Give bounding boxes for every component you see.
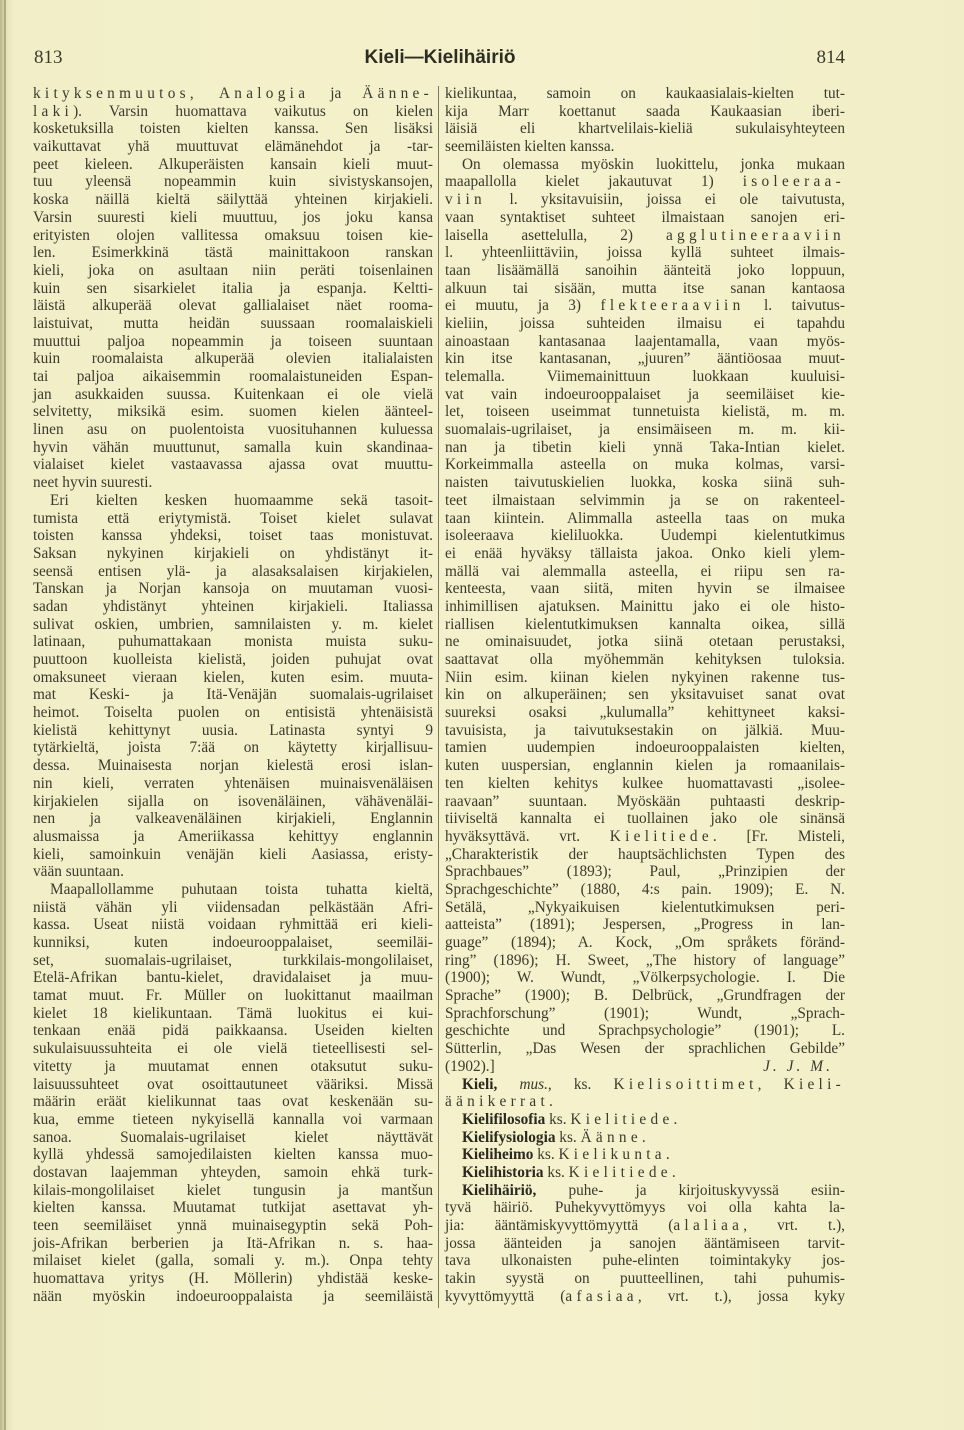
spaced-emphasis: alaliaa	[673, 1217, 744, 1234]
text-line: Korkeimmalla asteella on muka kolmas, varsi-	[445, 456, 845, 474]
text-line: kassa. Useat niistä voidaan ryhmittää eri kieli-	[33, 916, 433, 934]
text-line: nen ja valkeavenäläinen kirjakieli, Englannin	[33, 810, 433, 828]
text-line	[445, 1129, 845, 1147]
text-line: kin on alkuperäinen; sen yksitavuiset sanat ovat	[445, 686, 845, 704]
text-line	[445, 297, 845, 315]
text-segment: puhe- ja kirjoituskyvyssä esiin-	[536, 1181, 845, 1199]
text-line: koska näillä kieltä säilyttää yhteinen kirjakieli.	[33, 191, 433, 209]
page-binding-edge	[4, 0, 6, 1430]
spaced-emphasis: äänikerrat	[445, 1093, 549, 1111]
text-line: isoleeraava kieliluokka. Uudempi kielentutkimus	[445, 527, 845, 545]
text-line: suureksi osaksi „kulumalla” kehittyneet kaksi-	[445, 704, 845, 722]
spaced-emphasis: viin	[445, 191, 486, 209]
spaced-emphasis: Kieli-	[783, 1075, 845, 1093]
text-segment: , vrt. t.),	[743, 1217, 845, 1234]
text-line: puuttoon kuolleista kielistä, joiden puhujat ovat	[33, 651, 433, 668]
text-line: jan asukkaiden suussa. Kuitenkaan ei ole vielä	[33, 385, 433, 403]
text-line: kielistä kehittynyt uusia. Latinasta syntyi 9	[33, 721, 433, 739]
text-line	[445, 828, 845, 846]
italic-abbreviation: mus.	[519, 1075, 548, 1093]
text-line: l. yhteenliittäviin, joissa kyllä suhteet ilmais-	[445, 244, 845, 262]
text-segment: l. yksitavuisiin, joissa ei ole taivutusta,	[485, 191, 845, 209]
text-segment: jia: ääntämiskyvyttömyyttä (	[445, 1217, 674, 1234]
text-line: vitetty ja muutamat ennen otaksutut suku-	[33, 1057, 433, 1075]
page-number-right: 814	[816, 47, 845, 68]
text-line	[445, 191, 845, 209]
text-line: kyllä yhdessä samojedilaisten kielten kanssa muo-	[33, 1146, 433, 1164]
text-line: alkuun tai sisään, mutta itse sanan kantaosa	[445, 279, 845, 297]
text-line: omaksuneet vieraan kielen, kuten esim. muuta-	[33, 668, 433, 686]
text-line: määrin eräät kielikunnat taas ovat keskenään su-	[33, 1093, 433, 1111]
text-line	[445, 1111, 845, 1129]
entry-headword: Kielihistoria	[462, 1163, 544, 1181]
text-line: tamien uudempien indoeurooppalaisten kielten,	[445, 739, 845, 757]
text-line: kielet 18 kielikuntaan. Tämä luokitus ei kui-	[33, 1004, 433, 1022]
text-line: let, toiseen useimmat tunnetuista kielistä, m. m.	[445, 403, 845, 421]
text-segment: ks.	[533, 1146, 559, 1164]
text-line: takin syystä on puutteellinen, tahi puhumis-	[445, 1270, 845, 1288]
text-line	[445, 1146, 845, 1164]
text-line: tumista että eriytymistä. Toiset kielet sulavat	[33, 509, 433, 527]
text-segment: ks.	[555, 1128, 581, 1146]
text-line	[445, 1288, 845, 1306]
text-line: muuttui paljoa nopeammin ja toiseen suuntaan	[33, 332, 433, 350]
text-line: hyvin vähän muuttunut, samalla kuin skandinaa-	[33, 438, 433, 456]
text-line: vaikuttavat yhä muuttuvat elämänehdot ja -tar-	[33, 138, 433, 156]
text-line: kenteesta, vaan siitä, miten hyvin se ilmaisee	[445, 580, 845, 598]
text-line: sukulaisuussuhteita ei ole vielä tieteellisesti sel-	[33, 1040, 433, 1058]
text-segment: ja	[309, 85, 363, 102]
text-line	[445, 1164, 845, 1182]
spaced-emphasis: Analogia	[218, 85, 310, 102]
text-line: erityisten olojen vallitessa omaksuu toisen kie-	[33, 226, 433, 244]
text-line: läistä alkuperää olevat gallialaiset näet rooma-	[33, 297, 433, 315]
text-line: latinaan, puhumattakaan monista muista suku-	[33, 633, 433, 651]
text-line	[445, 1093, 845, 1111]
text-line: kirjakielen sijalla on isovenäläinen, vähävenäläi-	[33, 792, 433, 810]
text-line: tava ulkonaisten puhe-elinten toimintakyky jos-	[445, 1252, 845, 1270]
text-segment: Eri kielten kesken huomaamme sekä tasoit-	[50, 491, 433, 509]
text-segment: vään suuntaan.	[33, 863, 124, 881]
text-segment: (1902).]	[445, 1057, 495, 1075]
text-line: len. Esimerkkinä tästä mainittakoon ranskan	[33, 244, 433, 262]
text-line: tiiviseltä kannalta ei tuollainen jako ole sinänsä	[445, 810, 845, 828]
text-line: kin itse kantasanan, „juuren” ääntiöosaa muut-	[445, 350, 845, 368]
text-segment	[497, 1076, 519, 1093]
text-line: saattavat olla myöhemmän kehityksen tuloksia.	[445, 651, 845, 668]
text-segment	[198, 85, 219, 102]
text-line: sanoa. Suomalais-ugrilaiset kielet näyttävät	[33, 1128, 433, 1146]
text-line: ei enää hyväksy tällaista jakoa. Onko kieli ylem-	[445, 544, 845, 562]
text-line: set, suomalais-ugrilaiset, turkkilais-mongolilaiset,	[33, 951, 433, 969]
text-segment: ,	[757, 1075, 784, 1093]
spaced-emphasis: isoleeraa-	[742, 173, 845, 191]
text-line: Tanskan ja Norjan kansoja on muutaman vuosi-	[33, 580, 433, 598]
text-line: kua, emme tieteen nykyisellä kannalla voi varmaan	[33, 1110, 433, 1128]
text-line	[445, 227, 845, 245]
text-line: ring” (1896); H. Sweet, „The history of language”	[445, 951, 845, 969]
text-line: jossa äänteiden ja sanojen ääntämiseen tarvit-	[445, 1234, 845, 1252]
text-line: kuin roomalaista alkuperää olevien italialaisten	[33, 350, 433, 368]
text-line: kuin sen sisarkielet italia ja espanja. Keltti-	[33, 279, 433, 297]
text-segment: ). Varsin huomattava vaikutus on kielen	[73, 102, 433, 120]
text-line: seensä entisen ylä- ja alasaksalaisen kirjakielen,	[33, 562, 433, 580]
text-line: Etelä-Afrikan bantu-kielet, dravidalaiset ja muu-	[33, 969, 433, 987]
text-line: Sprachbaues” (1893); Paul, „Prinzipien der	[445, 863, 845, 881]
spaced-emphasis: Kielitiede	[609, 827, 713, 845]
spaced-emphasis: Kielitiede	[570, 1110, 674, 1128]
text-line	[33, 474, 433, 492]
text-line: kieli, joka on asultaan niin peräti toisenlainen	[33, 261, 433, 279]
text-line: suomalais-ugrilaiset, ja ensimäiseen m. m. kii-	[445, 421, 845, 439]
text-line: milaiset kielet (galla, somali y. m.). Onpa tehty	[33, 1252, 433, 1270]
text-line: jois-Afrikan berberien ja Itä-Afrikan n. s. haa-	[33, 1234, 433, 1252]
text-line	[33, 492, 433, 510]
text-line: Saksan nykyinen kirjakieli on yhdistänyt it-	[33, 544, 433, 562]
text-line: vat vain indoeurooppalaiset ja seemiläiset kie-	[445, 385, 845, 403]
text-line	[445, 173, 845, 191]
text-line: kieli, samoinkuin venäjän kieli Aasiassa, eristy-	[33, 845, 433, 863]
text-line: kilais-mongolilaiset kielet tungusin ja mantšun	[33, 1181, 433, 1199]
text-line: taan kiintein. Alimmalla asteella taas on muka	[445, 509, 845, 527]
text-line: nään myöskin indoeurooppalaista ja seemiläistä	[33, 1287, 433, 1305]
text-segment: l. taivutus-	[744, 297, 845, 315]
text-line: tuu yleensä nopeammin kuin sivistyskansojen,	[33, 173, 433, 191]
text-line: kieliin, joissa suhteiden ilmaisu ei tapahdu	[445, 314, 845, 332]
right-column	[445, 85, 845, 1305]
text-segment: , ks.	[547, 1075, 614, 1093]
text-line: geschichte und Sprachpsychologie” (1901); L.	[445, 1022, 845, 1040]
text-segment: .	[641, 1128, 646, 1146]
text-line: alusmaissa ja Ameriikassa kehittyy englannin	[33, 827, 433, 845]
column-divider	[438, 86, 439, 1308]
text-segment: ks.	[545, 1110, 571, 1128]
text-line	[33, 103, 433, 121]
text-line: riallisen kielentutkimuksen kannalta oikea, sillä	[445, 615, 845, 633]
entry-headword: Kieliheimo	[462, 1146, 534, 1164]
text-line: inhimillisen ajatuksen. Mainittu jako ei ole histo-	[445, 597, 845, 615]
text-line: selvitetty, miksikä esim. suomen kielen äänteel-	[33, 403, 433, 421]
text-line: aatteista” (1891); Jespersen, „Progress in lan-	[445, 916, 845, 934]
text-line: naisten taivutuskielien luokka, koska siinä suh-	[445, 474, 845, 492]
text-segment: .	[548, 1093, 553, 1111]
spaced-emphasis: afasiaa	[565, 1287, 638, 1305]
text-line	[445, 1217, 845, 1235]
text-line	[445, 1182, 845, 1200]
text-line: läisiä eli khartvelilais-kieliä sukulaisyhteyteen	[445, 120, 845, 138]
spaced-emphasis: kityksenmuutos,	[33, 85, 198, 102]
author-signature: J. J. M.	[763, 1057, 833, 1075]
text-line: tamat muut. Fr. Müller on luokittanut maailman	[33, 987, 433, 1005]
text-line: kija Marr koettanut saada Kaukaasian iberi-	[445, 102, 845, 120]
text-line: kielten kanssa. Muutamat tutkijat asettavat yh-	[33, 1199, 433, 1217]
page-number-left: 813	[34, 47, 63, 68]
text-line: vaan syntaktiset suhteet ilmaistaan sanojen eri-	[445, 208, 845, 226]
text-line: sulivat oskien, umbrien, samnilaisten y. m. kielet	[33, 615, 433, 633]
text-line: vialaiset kielet vastaavassa ajassa ovat muuttu-	[33, 456, 433, 474]
text-line: nin kieli, verraten yhtenäisen muinaisvenäläisen	[33, 774, 433, 792]
text-segment: . [Fr. Misteli,	[712, 827, 845, 845]
text-line: peet kieleen. Alkuperäisten kansain kieli muut-	[33, 155, 433, 173]
text-segment: Maapallollamme puhutaan toista tuhatta kieltä,	[50, 880, 433, 898]
spaced-emphasis: Äänne	[580, 1128, 642, 1146]
text-line	[33, 881, 433, 899]
text-line: taan lisäämällä sanoihin äänteitä joko loppuun,	[445, 261, 845, 279]
text-line: kuten uuspersian, englannin kielen ja romaanilais-	[445, 757, 845, 775]
text-segment: On olemassa myöskin luokittelu, jonka mukaan	[462, 155, 845, 173]
text-line: Sprache” (1900); B. Delbrück, „Grundfragen der	[445, 987, 845, 1005]
text-line: mat Keski- ja Itä-Venäjän suomalais-ugrilaiset	[33, 686, 433, 704]
entry-headword: Kielifilosofia	[462, 1110, 546, 1128]
text-line: kunniksi, kuten indoeurooppalaiset, seemiläi-	[33, 934, 433, 951]
text-segment: seemiläisten kielten kanssa.	[445, 138, 615, 156]
left-column	[33, 85, 433, 1305]
text-line: huomattava yritys (H. Möllerin) yhdistää keske-	[33, 1270, 433, 1288]
text-line: dostavan laajemman yhteyden, samoin ehkä turk-	[33, 1163, 433, 1181]
entry-headword: Kielifysiologia	[462, 1128, 556, 1146]
text-line: Sprachforschung” (1901); Wundt, „Sprach-	[445, 1004, 845, 1022]
spaced-emphasis: laki	[33, 102, 74, 120]
text-line: Varsin suuresti kieli muuttuu, jos joku kansa	[33, 208, 433, 226]
text-segment: .	[671, 1163, 676, 1181]
text-line: tai paljoa aikaisemmin roomalaistuneiden Espan-	[33, 368, 433, 385]
spaced-emphasis: flekteeraaviin	[600, 297, 745, 315]
text-line: raavaan” suuntaan. Myöskään puhtaasti deskrip-	[445, 792, 845, 810]
text-line: Niin esim. kiinan kielen nykyinen rakenne tus-	[445, 668, 845, 686]
text-line: tenkaan enää pidä paikkaansa. Useiden kielten	[33, 1022, 433, 1040]
entry-headword: Kieli,	[462, 1075, 498, 1093]
entry-headword: Kielihäiriö,	[462, 1181, 537, 1199]
text-line: „Charakteristik der hauptsächlichsten Typen des	[445, 845, 845, 863]
spaced-emphasis: Kielitiede	[568, 1163, 672, 1181]
text-line: ainoastaan kantasanaa laajentamalla, vaan myös-	[445, 332, 845, 350]
text-line	[445, 1076, 845, 1094]
text-line: sadan yhdistänyt yhteinen kirjakieli. Italiassa	[33, 597, 433, 615]
text-segment: laisella asettelulla, 2)	[445, 226, 666, 244]
text-line: heimot. Toiselta puolen on entisistä yhtenäisistä	[33, 704, 433, 722]
text-line: ten kielten kehitys kulkee huomattavasti „isolee-	[445, 774, 845, 792]
text-segment: kyvyttömyyttä (	[445, 1287, 566, 1305]
text-segment: ks.	[543, 1163, 569, 1181]
text-segment: .	[673, 1110, 678, 1128]
text-line: telemalla. Viimemainittuun luokkaan kuuluisi-	[445, 368, 845, 385]
text-segment: maapallolla kielet jakautuvat 1)	[445, 173, 743, 191]
text-line: kosketuksilla toisten kielten kanssa. Sen lisäksi	[33, 120, 433, 138]
text-line	[445, 156, 845, 174]
text-segment: , vrt. t.), jossa kyky	[637, 1287, 845, 1305]
text-line	[33, 85, 433, 103]
spaced-emphasis: Äänne-	[362, 85, 433, 102]
text-line: toisten kanssa yhdeksi, toiset taas monistuvat.	[33, 527, 433, 545]
text-line: tytärkieltä, joista 7:ää on käytetty kirjallisuu-	[33, 739, 433, 757]
text-line: laistuivat, mutta heidän suussaan roomalaiskieli	[33, 314, 433, 332]
text-line: ne ominaisuudet, jotka siinä otetaan perustaksi,	[445, 633, 845, 651]
text-line: guage” (1894); A. Kock, „Om språkets föränd-	[445, 934, 845, 951]
text-line: mällä vai alemmalla asteella, ei riipu sen ra-	[445, 562, 845, 580]
text-segment: neet hyvin suuresti.	[33, 474, 153, 492]
text-segment: .	[665, 1146, 670, 1164]
text-segment: hyväksyttävä. vrt.	[445, 827, 610, 845]
text-line: Sütterlin, „Das Wesen der sprachlichen Gebilde”	[445, 1040, 845, 1058]
text-segment: ei muutu, ja 3)	[445, 297, 601, 315]
text-line: niistä vähän yli viidensadan pelkästään Afri-	[33, 898, 433, 916]
text-line: teet ilmaistaan selvimmin ja se on rakenteel-	[445, 491, 845, 509]
text-line: Sprachgeschichte” (1880, 4:s pain. 1909); E. N.	[445, 880, 845, 898]
spaced-emphasis: agglutineeraaviin	[665, 226, 845, 244]
text-line: nan ja tibetin kieli ynnä Taka-Intian kielet.	[445, 438, 845, 456]
text-line	[445, 1058, 845, 1076]
spaced-emphasis: Kielisoittimet	[613, 1075, 758, 1093]
text-line: Setälä, „Nykyaikuisen kielentutkimuksen peri-	[445, 898, 845, 916]
text-line: laisuussuhteet ovat osoittautuneet vääriksi. Missä	[33, 1075, 433, 1093]
running-head-title: Kieli—Kielihäiriö	[364, 47, 516, 68]
text-line: linen asu on puolentoista vuosituhannen kuluessa	[33, 421, 433, 439]
text-line: dessa. Muinaisesta norjan kielestä erosi islan-	[33, 757, 433, 775]
text-line: tyvä häiriö. Puhekyvyttömyys voi olla kahta la-	[445, 1199, 845, 1217]
text-line	[33, 863, 433, 881]
spaced-emphasis: Kielikunta	[558, 1146, 666, 1164]
text-line: (1900); W. Wundt, „Völkerpsychologie. I. Die	[445, 969, 845, 987]
text-line: tavuisista, ja taivutuksestakin on jälkiä. Muu-	[445, 721, 845, 739]
text-line: teen seemiläiset ynnä muinaisegyptin sekä Poh-	[33, 1217, 433, 1234]
text-line: kielikuntaa, samoin on kaukaasialais-kielten tut-	[445, 85, 845, 102]
text-line	[445, 138, 845, 156]
